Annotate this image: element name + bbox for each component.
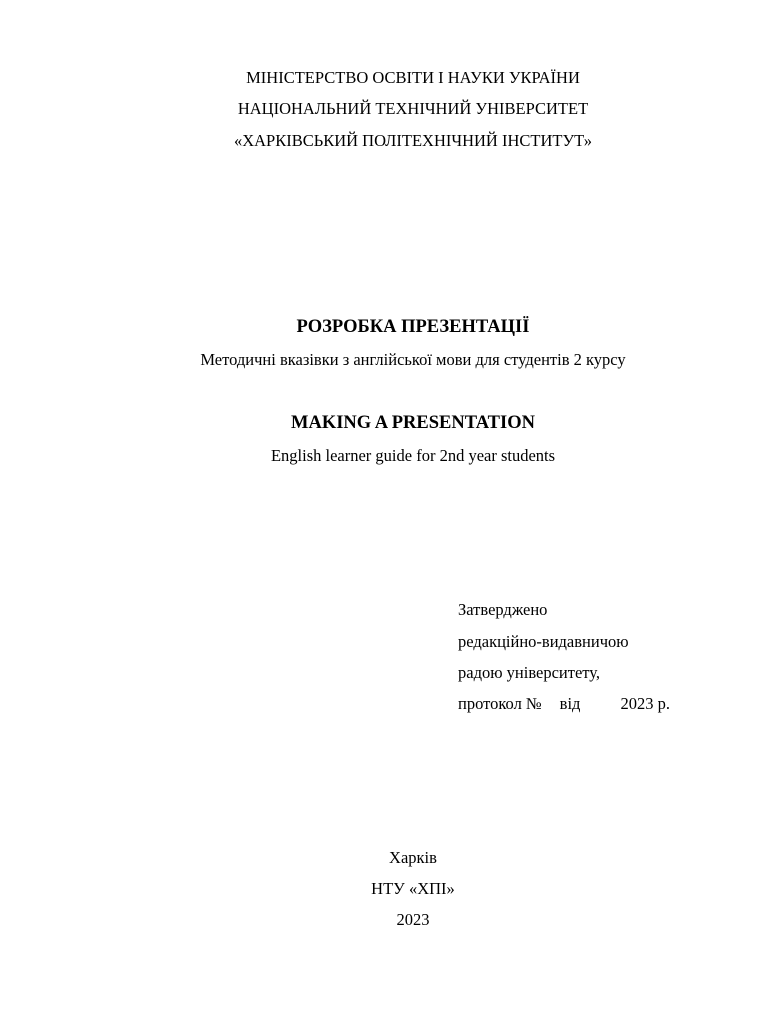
institute-heading: «ХАРКІВСЬКИЙ ПОЛІТЕХНІЧНИЙ ІНСТИТУТ» <box>233 131 593 150</box>
approval-line-approved: Затверджено <box>458 600 548 619</box>
protocol-label: протокол № <box>458 694 542 713</box>
title-english: MAKING A PRESENTATION <box>291 413 535 433</box>
approval-line-university: радою університету, <box>458 663 601 682</box>
approval-line-protocol <box>458 694 670 714</box>
subtitle-ukrainian: Методичні вказівки з англійської мови для студентів 2 курсу <box>200 350 626 369</box>
from-label: від <box>559 694 581 713</box>
footer-publisher: НТУ «ХПІ» <box>371 879 455 898</box>
subtitle-english: English learner guide for 2nd year students <box>270 446 556 465</box>
footer-city: Харків <box>389 848 437 867</box>
approval-year: 2023 р. <box>620 694 670 713</box>
approval-line-board: редакційно-видавничою <box>458 632 629 651</box>
ministry-heading: МІНІСТЕРСТВО ОСВІТИ І НАУКИ УКРАЇНИ <box>246 68 580 87</box>
university-heading: НАЦІОНАЛЬНИЙ ТЕХНІЧНИЙ УНІВЕРСИТЕТ <box>237 99 589 118</box>
footer-year: 2023 <box>396 910 430 929</box>
title-ukrainian: РОЗРОБКА ПРЕЗЕНТАЦІЇ <box>296 317 530 337</box>
